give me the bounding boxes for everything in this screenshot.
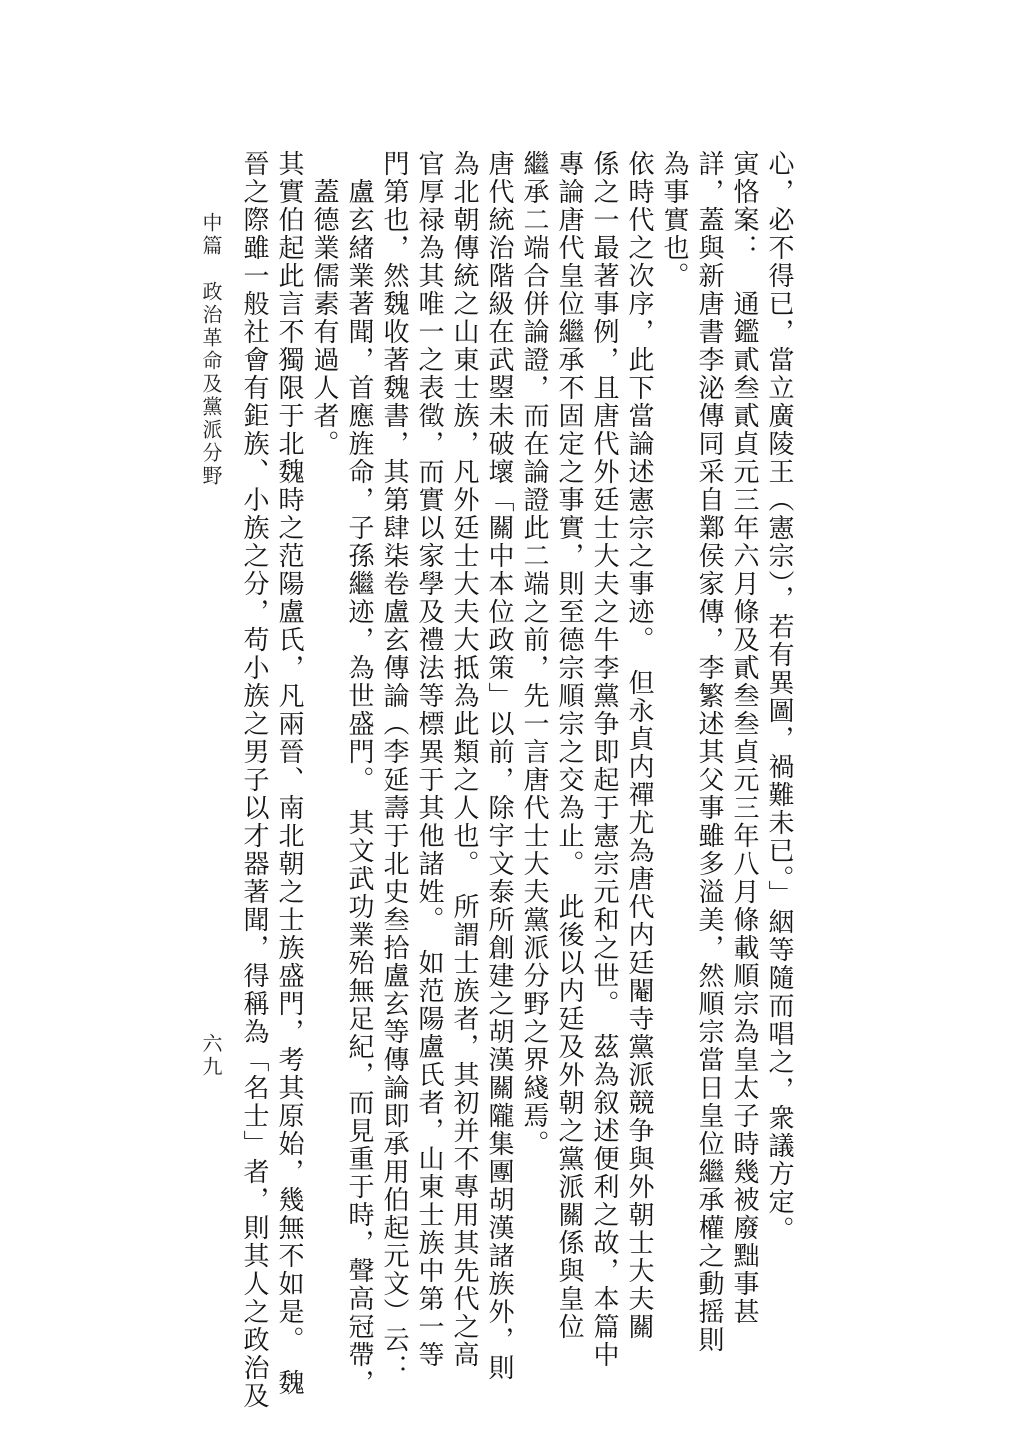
text-column-11: 官厚禄為其唯一之表徵，而實以家學及禮法等標異于其他諸姓。 如范陽盧氏者，山東士族中第一等 bbox=[414, 150, 444, 1369]
text-column-8: 繼承二端合併論證，而在論證此二端之前，先一言唐代士大夫黨派分野之界綫焉。 bbox=[519, 150, 549, 1158]
running-head: 中篇 政治革命及黨派分野 bbox=[199, 212, 223, 488]
text-column-9: 唐代統治階級在武曌未破壞「關中本位政策」以前，除宇文泰所創建之胡漢關隴集團胡漢諸族外，則 bbox=[484, 150, 514, 1382]
text-column-10: 為北朝傳統之山東士族，凡外廷士大夫大抵為此類之人也。 所謂士族者，其初并不專用其先代之高 bbox=[449, 150, 479, 1369]
page-number: 六九 bbox=[199, 1033, 223, 1079]
text-column-4: 為事實也。 bbox=[659, 150, 689, 290]
text-column-14: 蓋德業儒素有過人者。 bbox=[309, 178, 339, 458]
text-column-12: 門第也，然魏收著魏書，其第肆柒卷盧玄傳論（李延壽于北史叁拾盧玄等傳論即承用伯起元文）云： bbox=[379, 150, 409, 1382]
text-column-16: 晉之際雖一般社會有鉅族、小族之分，苟小族之男子以才器著聞，得稱為「名士」者，則其人之政治及 bbox=[239, 150, 269, 1410]
text-column-2: 寅恪案： 通鑑貳叁貳貞元三年六月條及貳叁叁貞元三年八月條載順宗為皇太子時幾被廢黜事甚 bbox=[729, 150, 759, 1326]
text-column-13: 盧玄緒業著聞，首應旌命，子孫繼迹，為世盛門。 其文武功業殆無足紀，而見重于時，聲高冠帶， bbox=[344, 178, 374, 1397]
text-column-15: 其實伯起此言不獨限于北魏時之范陽盧氏，凡兩晉、南北朝之士族盛門，考其原始，幾無不如是。 魏 bbox=[274, 150, 304, 1397]
text-column-1: 心，必不得已，當立廣陵王（憲宗），若有異圖，禍難未已。」絪等隨而唱之，衆議方定。 bbox=[764, 150, 794, 1244]
text-column-7: 專論唐代皇位繼承不固定之事實，則至德宗順宗之交為止。 此後以内廷及外朝之黨派關係與皇位 bbox=[554, 150, 584, 1341]
text-column-5: 依時代之次序，此下當論述憲宗之事迹。 但永貞内禪尤為唐代内廷閹寺黨派競争與外朝士大夫關 bbox=[624, 150, 654, 1341]
text-column-6: 係之一最著事例，且唐代外廷士大夫之牛李黨争即起于憲宗元和之世。 茲為叙述便利之故，本篇中 bbox=[589, 150, 619, 1369]
text-column-3: 詳，蓋與新唐書李泌傳同采自鄴侯家傳，李繁述其父事雖多溢美，然順宗當日皇位繼承權之動摇則 bbox=[694, 150, 724, 1354]
